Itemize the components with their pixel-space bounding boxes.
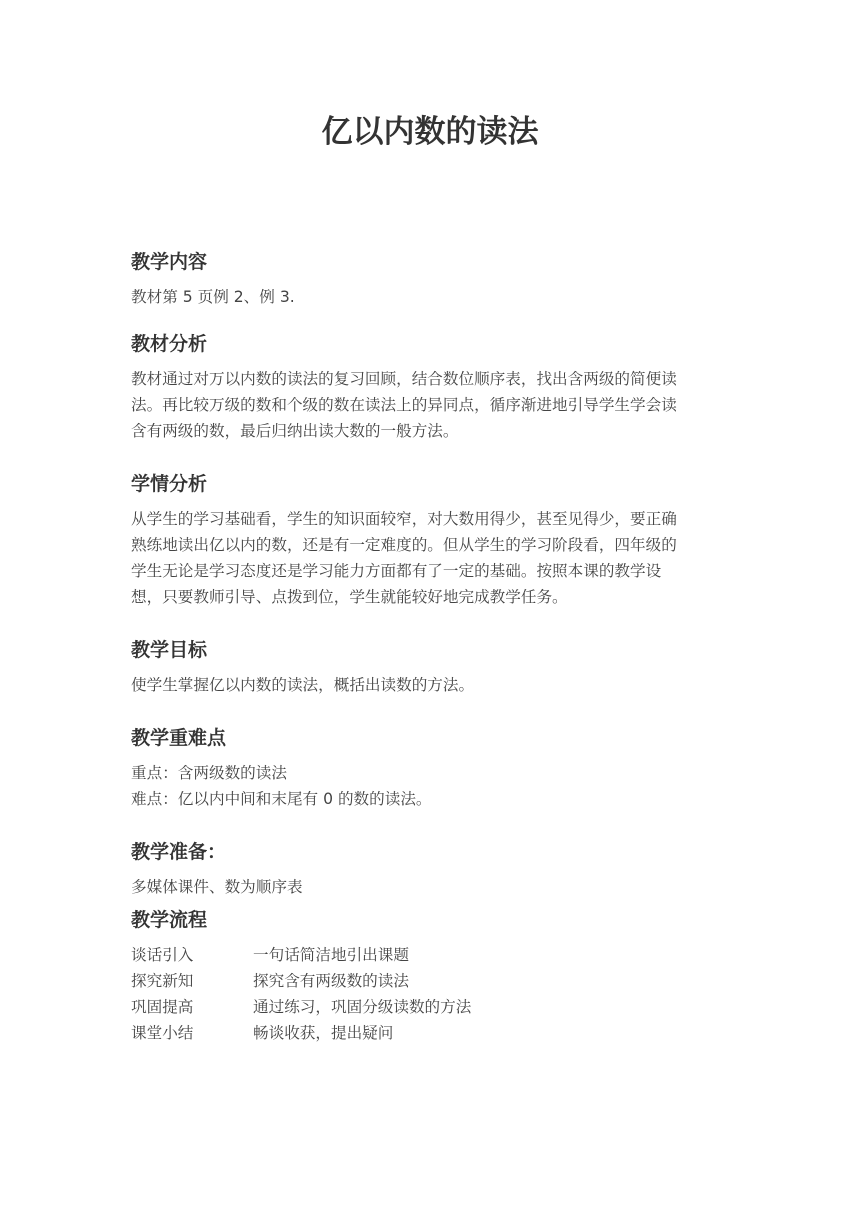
flow-description: 通过练习，巩固分级读数的方法 [253,998,472,1016]
page-title: 亿以内数的读法 [321,114,539,150]
flow-description: 探究含有两级数的读法 [253,972,409,990]
flow-step: 谈话引入 [131,946,194,964]
text-line: 从学生的学习基础看，学生的知识面较窄，对大数用得少，甚至见得少，要正确 [131,510,677,528]
section-text [131,760,731,812]
section-heading: 教材分析 [131,333,208,355]
section-preparation [131,836,731,900]
text-line: 法。再比较万级的数和个级的数在读法上的异同点，循序渐进地引导学生学会读 [131,396,677,414]
text-line: 重点：含两级数的读法 [131,764,287,782]
text-line: 难点：亿以内中间和末尾有 0 的数的读法。 [131,790,432,808]
flow-step: 课堂小结 [131,1024,194,1042]
text-line: 使学生掌握亿以内数的读法，概括出读数的方法。 [131,676,475,694]
section-key-points [131,722,731,812]
flow-row [131,1020,731,1046]
text-line: 多媒体课件、数为顺序表 [131,878,303,896]
flow-step: 探究新知 [131,972,194,990]
text-line: 熟练地读出亿以内的数，还是有一定难度的。但从学生的学习阶段看，四年级的 [131,536,677,554]
section-text [131,874,731,900]
section-heading: 学情分析 [131,473,208,495]
section-textbook-analysis [131,328,731,444]
section-text [131,672,731,698]
flow-description: 一句话简洁地引出课题 [253,946,409,964]
section-student-analysis [131,468,731,610]
text-line: 教材第 5 页例 2、例 3. [131,288,295,306]
section-text [131,284,731,310]
flow-list [131,942,731,1046]
section-heading: 教学准备： [131,841,227,863]
section-heading: 教学目标 [131,639,208,661]
flow-row [131,968,731,994]
section-teaching-content [131,246,731,310]
flow-description: 畅谈收获，提出疑问 [253,1024,394,1042]
section-teaching-goals [131,634,731,698]
text-line: 教材通过对万以内数的读法的复习回顾，结合数位顺序表，找出含两级的简便读 [131,370,677,388]
section-heading: 教学流程 [131,909,208,931]
flow-step: 巩固提高 [131,998,194,1016]
text-line: 含有两级的数，最后归纳出读大数的一般方法。 [131,422,459,440]
section-text [131,506,731,610]
text-line: 学生无论是学习态度还是学习能力方面都有了一定的基础。按照本课的教学设 [131,562,662,580]
section-heading: 教学重难点 [131,727,227,749]
section-heading: 教学内容 [131,251,208,273]
flow-row [131,994,731,1020]
flow-row [131,942,731,968]
section-teaching-flow [131,904,731,1046]
section-text [131,366,731,444]
text-line: 想，只要教师引导、点拨到位，学生就能较好地完成教学任务。 [131,588,568,606]
document-body [131,246,731,1046]
